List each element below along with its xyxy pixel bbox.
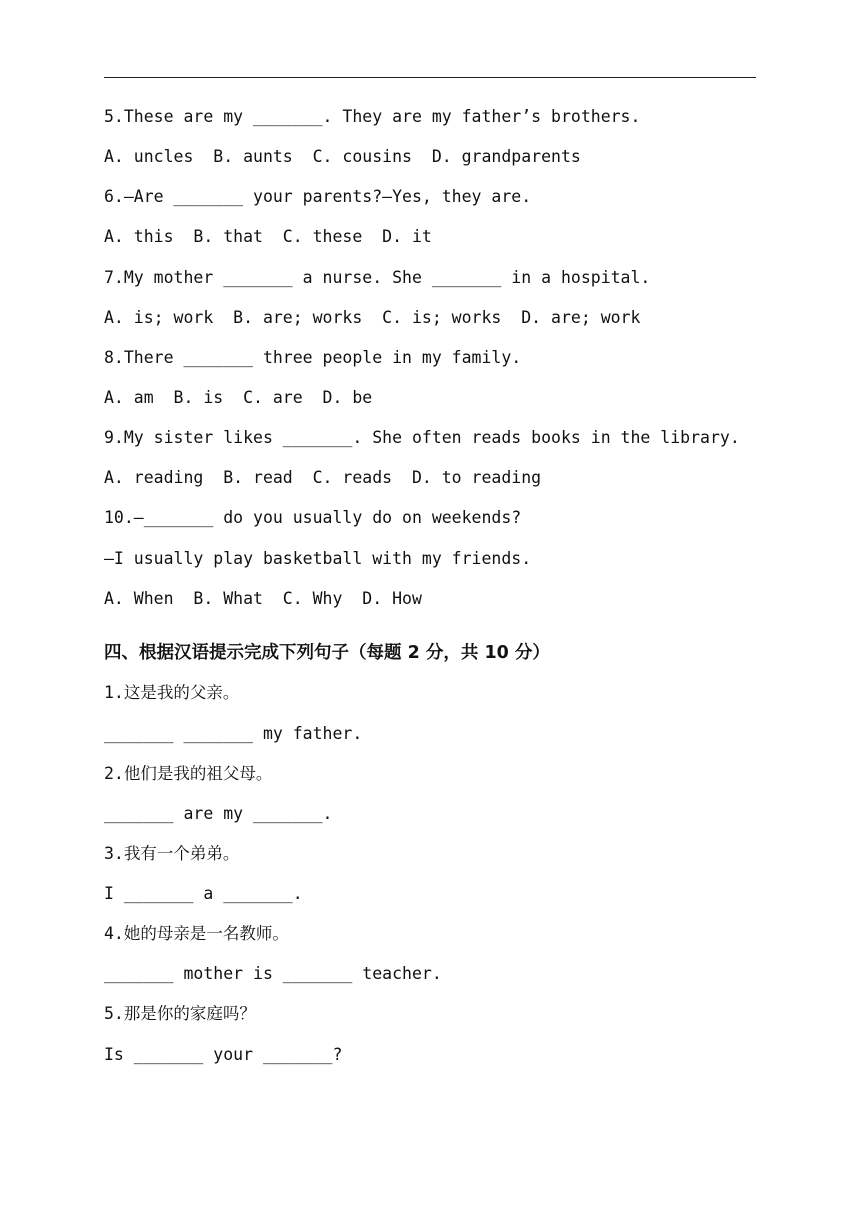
header-rule [104, 77, 756, 78]
question-8-options: A. am B. is C. are D. be [104, 388, 373, 407]
question-7-stem: 7.My mother _______ a nurse. She _______ in a hospital. [104, 268, 651, 287]
translation-4-prompt: 4.她的母亲是一名教师。 [104, 924, 289, 943]
question-6-stem: 6.—Are _______ your parents?—Yes, they are. [104, 187, 532, 206]
question-6-options: A. this B. that C. these D. it [104, 227, 432, 246]
translation-4-answer: _______ mother is _______ teacher. [104, 964, 442, 983]
section-4-heading: 四、根据汉语提示完成下列句子（每题 2 分，共 10 分） [104, 643, 550, 663]
translation-5-answer: Is _______ your _______? [104, 1045, 343, 1064]
translation-1-answer: _______ _______ my father. [104, 724, 363, 743]
question-9-stem: 9.My sister likes _______. She often reads books in the library. [104, 428, 740, 447]
question-8-stem: 8.There _______ three people in my family. [104, 348, 522, 367]
question-5-stem: 5.These are my _______. They are my father’s brothers. [104, 107, 641, 126]
translation-3-answer: I _______ a _______. [104, 884, 303, 903]
question-10-options: A. When B. What C. Why D. How [104, 589, 422, 608]
translation-2-answer: _______ are my _______. [104, 804, 333, 823]
translation-1-prompt: 1.这是我的父亲。 [104, 683, 240, 702]
translation-2-prompt: 2.他们是我的祖父母。 [104, 764, 273, 783]
translation-5-prompt: 5.那是你的家庭吗？ [104, 1004, 256, 1023]
question-5-options: A. uncles B. aunts C. cousins D. grandparents [104, 147, 581, 166]
question-10-stem: 10.—_______ do you usually do on weekends? [104, 508, 522, 527]
question-10-answer-line: —I usually play basketball with my friends. [104, 549, 532, 568]
question-9-options: A. reading B. read C. reads D. to reading [104, 468, 542, 487]
translation-3-prompt: 3.我有一个弟弟。 [104, 844, 240, 863]
question-7-options: A. is; work B. are; works C. is; works D. are; work [104, 308, 641, 327]
